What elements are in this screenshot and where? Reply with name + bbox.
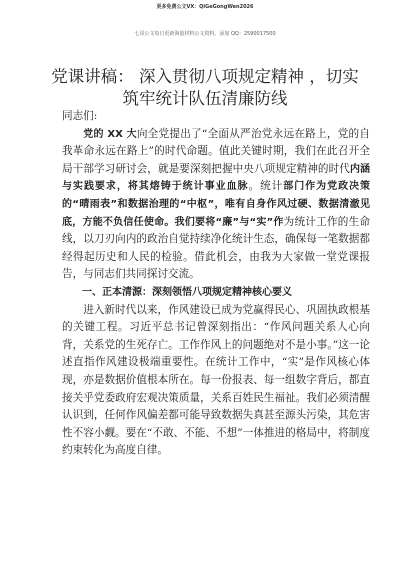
intro-segment-5: 部门作为党政决策的“晴雨表”和数据治理的“中枢”，唯有自身作风过硬、数据清澈见底，方能不负信任使命。我们要将“廉”与“实”作 [62,181,371,228]
intro-segment-2: 向全党提出了“全面从严治党永远在路上，党的自我革命永远在路上”的时代命题。值此关键时期，我们在此召开全局干部学习研讨会，就是要深刻把握中央八项规定精神的时代 [62,127,370,175]
document-title: 党课讲稿： 深入贯彻八项规定精神 ，切实筑牢统计队伍清廉防线 [51,67,359,108]
document-body [62,108,370,460]
intro-segment-6: 为统计工作的生命线，以刀刃向内的政治自觉持续净化统计生态，确保每一笔数据都经得起历史和人民的检验。借此机会，由我为大家做一堂党课报告，与同志们共同探讨交流。 [62,215,370,281]
section-heading-1: 一、正本清源：深刻领悟八项规定精神核心要义 [82,286,292,298]
greeting: 同志们: [62,110,98,122]
intro-segment-3: 内涵与实践要求，将其熔铸于统计事业血脉 [62,163,371,193]
intro-segment-1: 党的 XX 大 [83,128,137,140]
header-sub-note: 七哥公文每日更新海量材料公文资料，添加 QQ：2590017500 [134,31,276,37]
intro-segment-4: 。统计 [248,180,284,193]
paragraph-section-1: 进入新时代以来，作风建设已成为党赢得民心、巩固执政根基的关键工程。习近平总书记曾深刻指出：“作风问题关系人心向背，关系党的生死存亡。工作作风上的问题绝对不是小事。”这一论述直指作风建设极端重要性。在统计工作中，“实”是作风核心体现，亦是数据价值根本所在。每一份报表、每一组数字背后，都直接关乎党委政府宏观决策质量，关系百姓民生福祉。我们必须清醒认识到，任何作风偏差都可能导致数据失真甚至源头污染，其危害性不容小觑。要在“不敢、不能、不想”一体推进的格局中，将制度约束转化为高度自律。 [62,303,370,457]
paragraph-intro [62,126,370,284]
header-top-note: 更多免费公文VX：QiGeGongWen2026 [156,4,254,10]
